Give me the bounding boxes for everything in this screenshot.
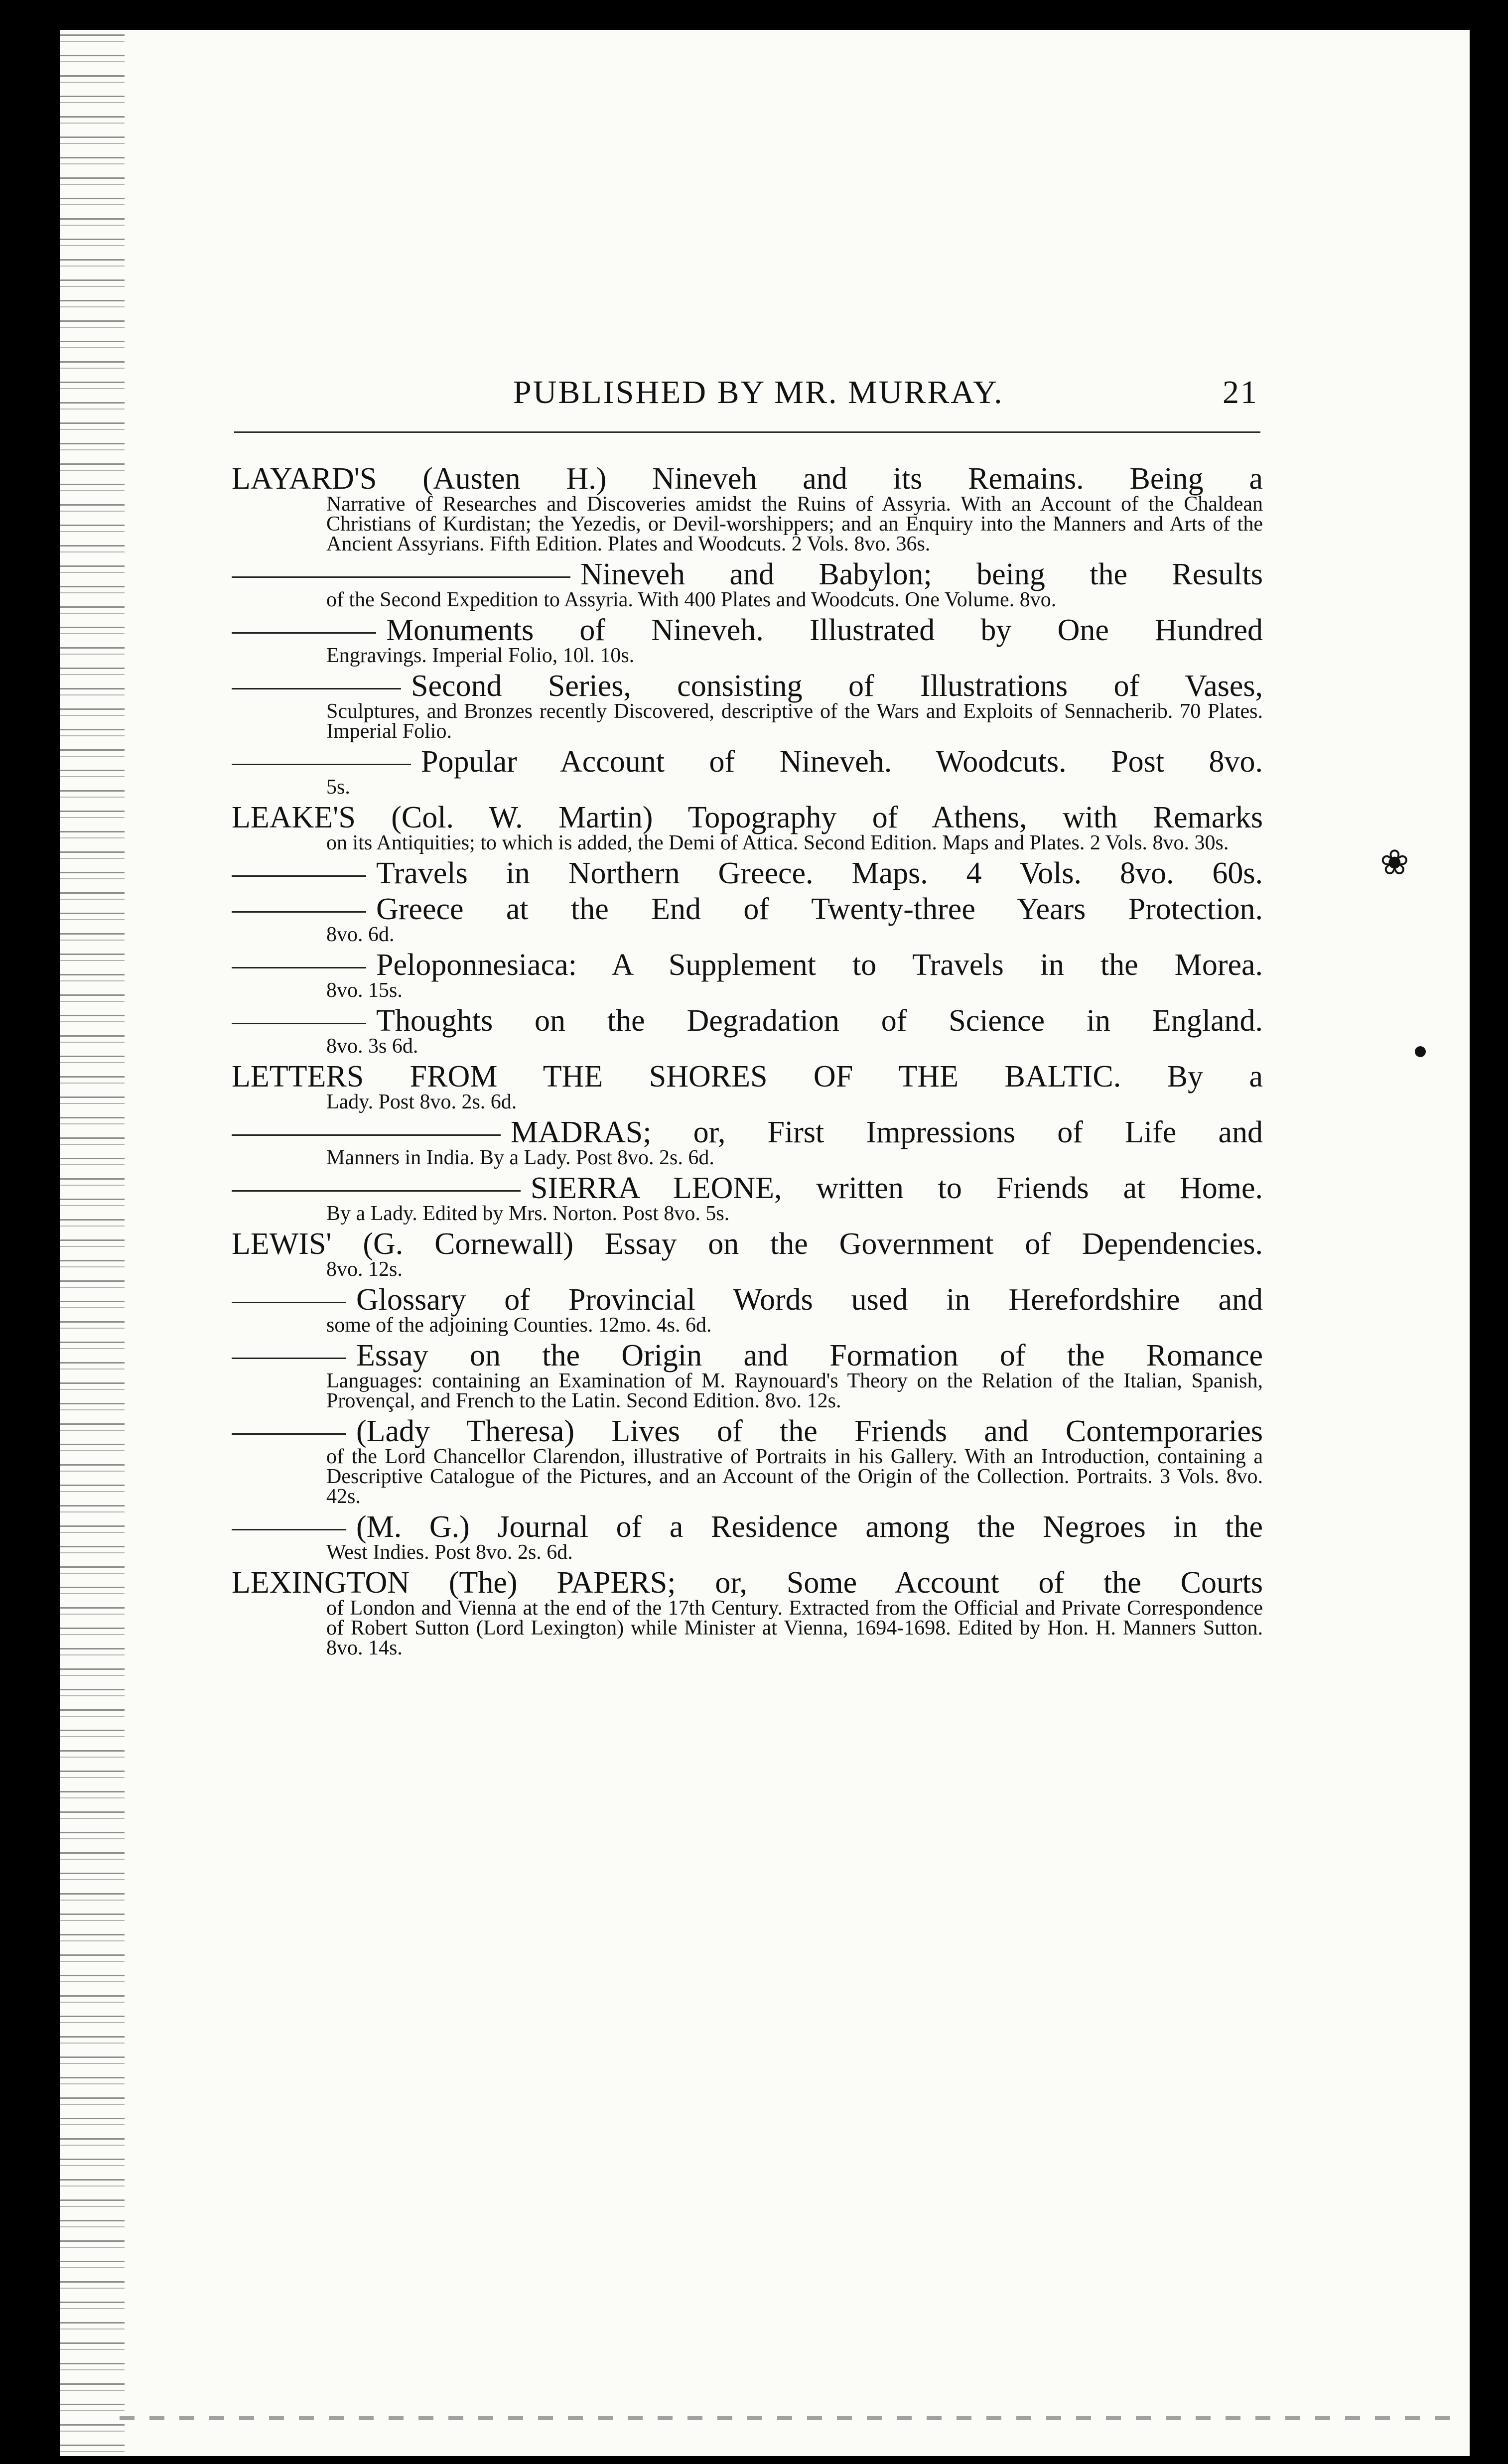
entry-description: of the Second Expedition to Assyria. With 400 Plates and Woodcuts. One Volume. 8vo. xyxy=(326,588,1057,611)
entry-heading: Peloponnesiaca: A Supplement to Travels in the Morea. xyxy=(376,948,1263,982)
entry-description: 8vo. 3s 6d. xyxy=(326,1035,418,1058)
entry-description: By a Lady. Edited by Mrs. Norton. Post 8vo. 5s. xyxy=(326,1202,730,1225)
catalogue-entry xyxy=(232,1340,1263,1411)
catalogue-entry xyxy=(232,1229,1263,1279)
catalogue-entry xyxy=(232,802,1263,853)
ditto-rule xyxy=(232,875,366,877)
entry-heading-line xyxy=(232,1005,1263,1036)
book-page xyxy=(60,30,1470,2456)
catalogue-entry xyxy=(232,463,1263,554)
entry-heading-line xyxy=(232,559,1263,590)
entry-description: 5s. xyxy=(326,776,350,799)
entry-heading: Thoughts on the Degradation of Science in England. xyxy=(376,1004,1263,1038)
ditto-rule xyxy=(232,1358,346,1359)
catalogue-entry xyxy=(232,1061,1263,1112)
catalogue-entry xyxy=(232,746,1263,797)
entry-description: of London and Vienna at the end of the 17th Century. Extracted from the Official and Private Correspondence of Robert Sutton (Lord Lexington) while Minister at Vienna, 1694-1698. Edited by Hon. H. Manners Sutton. 8vo. 14s. xyxy=(326,1597,1263,1659)
entry-description: West Indies. Post 8vo. 2s. 6d. xyxy=(326,1541,573,1564)
entry-heading-line xyxy=(232,1416,1263,1447)
entry-heading-line xyxy=(232,1117,1263,1148)
entry-heading-line xyxy=(232,1340,1263,1371)
entry-heading-line xyxy=(232,671,1263,701)
header-rule xyxy=(234,431,1260,433)
entry-heading: (Lady Theresa) Lives of the Friends and Contemporaries xyxy=(356,1414,1263,1448)
entry-description: of the Lord Chancellor Clarendon, illustrative of Portraits in his Gallery. With an Introduction, containing a Descriptive Catalogue of the Pictures, and an Account of the Origin of the Collection. Portraits. 3 Vols. 8vo. 42s. xyxy=(326,1445,1263,1508)
entry-description: Narrative of Researches and Discoveries amidst the Ruins of Assyria. With an Account of the Chaldean Christians of Kurdistan; the Yezedis, or Devil-worshippers; and an Enquiry into the Manners and Arts of the Ancient Assyrians. Fifth Edition. Plates and Woodcuts. 2 Vols. 8vo. 36s. xyxy=(326,493,1263,555)
ditto-rule xyxy=(232,1134,501,1136)
entry-heading: MADRAS; or, First Impressions of Life and xyxy=(511,1115,1263,1149)
catalogue-entry xyxy=(232,1416,1263,1506)
entry-description: Lady. Post 8vo. 2s. 6d. xyxy=(326,1091,517,1113)
entry-heading: Second Series, consisting of Illustrations of Vases, xyxy=(411,669,1263,703)
catalogue-entry xyxy=(232,1117,1263,1168)
ditto-rule xyxy=(232,1529,346,1530)
catalogue-entry xyxy=(232,950,1263,1000)
ditto-rule xyxy=(232,576,570,578)
bottom-edge-noise xyxy=(120,2416,1465,2420)
catalogue-entry xyxy=(232,1284,1263,1335)
entry-description: Engravings. Imperial Folio, 10l. 10s. xyxy=(326,644,635,667)
entry-heading: Nineveh and Babylon; being the Results xyxy=(580,557,1263,591)
entry-heading: (M. G.) Journal of a Residence among the Negroes in the xyxy=(356,1510,1263,1544)
entry-description: 8vo. 6d. xyxy=(326,923,395,946)
entry-heading: Greece at the End of Twenty-three Years Protection. xyxy=(376,892,1263,926)
entry-heading: LAYARD'S (Austen H.) Nineveh and its Remains. Being a xyxy=(232,462,1263,496)
entry-heading: Essay on the Origin and Formation of the Romance xyxy=(356,1339,1263,1372)
printer-ornament-icon: ❀ xyxy=(1380,844,1409,882)
ditto-rule xyxy=(232,688,401,689)
entry-heading-line xyxy=(232,950,1263,980)
entry-heading: LEXINGTON (The) PAPERS; or, Some Account of the Courts xyxy=(232,1566,1263,1600)
catalogue-entry xyxy=(232,1511,1263,1562)
entry-description: 8vo. 12s. xyxy=(326,1258,403,1281)
ditto-rule xyxy=(232,911,366,913)
entry-heading-line xyxy=(232,894,1263,925)
entry-heading: Glossary of Provincial Words used in Herefordshire and xyxy=(356,1283,1263,1317)
ditto-rule xyxy=(232,1302,346,1303)
entry-heading: LEAKE'S (Col. W. Martin) Topography of Athens, with Remarks xyxy=(232,801,1263,834)
entry-heading-line xyxy=(232,1511,1263,1542)
catalogue-entry xyxy=(232,1005,1263,1056)
catalogue-entry xyxy=(232,858,1263,889)
ditto-rule xyxy=(232,1023,366,1024)
page-number: 21 xyxy=(1223,374,1258,411)
catalogue-entry xyxy=(232,1173,1263,1224)
catalogue-entry xyxy=(232,671,1263,741)
catalogue-entry xyxy=(232,615,1263,666)
ditto-rule xyxy=(232,967,366,968)
entry-heading-line xyxy=(232,615,1263,646)
entry-heading: Popular Account of Nineveh. Woodcuts. Post 8vo. xyxy=(421,745,1263,779)
entry-description: 8vo. 15s. xyxy=(326,979,403,1002)
entry-description: Manners in India. By a Lady. Post 8vo. 2s. 6d. xyxy=(326,1146,714,1169)
entry-heading: LETTERS FROM THE SHORES OF THE BALTIC. By a xyxy=(232,1060,1263,1094)
catalogue-list xyxy=(232,463,1263,1663)
ditto-rule xyxy=(232,1190,521,1192)
catalogue-entry xyxy=(232,894,1263,945)
entry-heading: Travels in Northern Greece. Maps. 4 Vols. 8vo. 60s. xyxy=(376,856,1263,890)
page-binding-edge xyxy=(60,30,125,2456)
entry-heading-line xyxy=(232,858,1263,889)
running-head xyxy=(513,374,1260,411)
entry-heading-line xyxy=(232,746,1263,777)
ink-dot xyxy=(1415,1046,1426,1057)
entry-description: Sculptures, and Bronzes recently Discovered, descriptive of the Wars and Exploits of Sennacherib. 70 Plates. Imperial Folio. xyxy=(326,700,1263,743)
entry-description: some of the adjoining Counties. 12mo. 4s. 6d. xyxy=(326,1314,712,1337)
ditto-rule xyxy=(232,764,411,765)
entry-heading-line xyxy=(232,1284,1263,1315)
running-head-title: PUBLISHED BY MR. MURRAY. xyxy=(513,374,1004,411)
catalogue-entry xyxy=(232,1567,1263,1658)
entry-heading-line xyxy=(232,1173,1263,1204)
entry-description: on its Antiquities; to which is added, the Demi of Attica. Second Edition. Maps and Plates. 2 Vols. 8vo. 30s. xyxy=(326,831,1229,854)
entry-heading: LEWIS' (G. Cornewall) Essay on the Government of Dependencies. xyxy=(232,1227,1263,1261)
catalogue-entry xyxy=(232,559,1263,610)
entry-description: Languages: containing an Examination of M. Raynouard's Theory on the Relation of the Italian, Spanish, Provençal, and French to the Latin. Second Edition. 8vo. 12s. xyxy=(326,1369,1263,1412)
ditto-rule xyxy=(232,632,376,634)
ditto-rule xyxy=(232,1433,346,1435)
entry-heading: SIERRA LEONE, written to Friends at Home. xyxy=(531,1171,1263,1205)
entry-heading: Monuments of Nineveh. Illustrated by One Hundred xyxy=(386,613,1263,647)
